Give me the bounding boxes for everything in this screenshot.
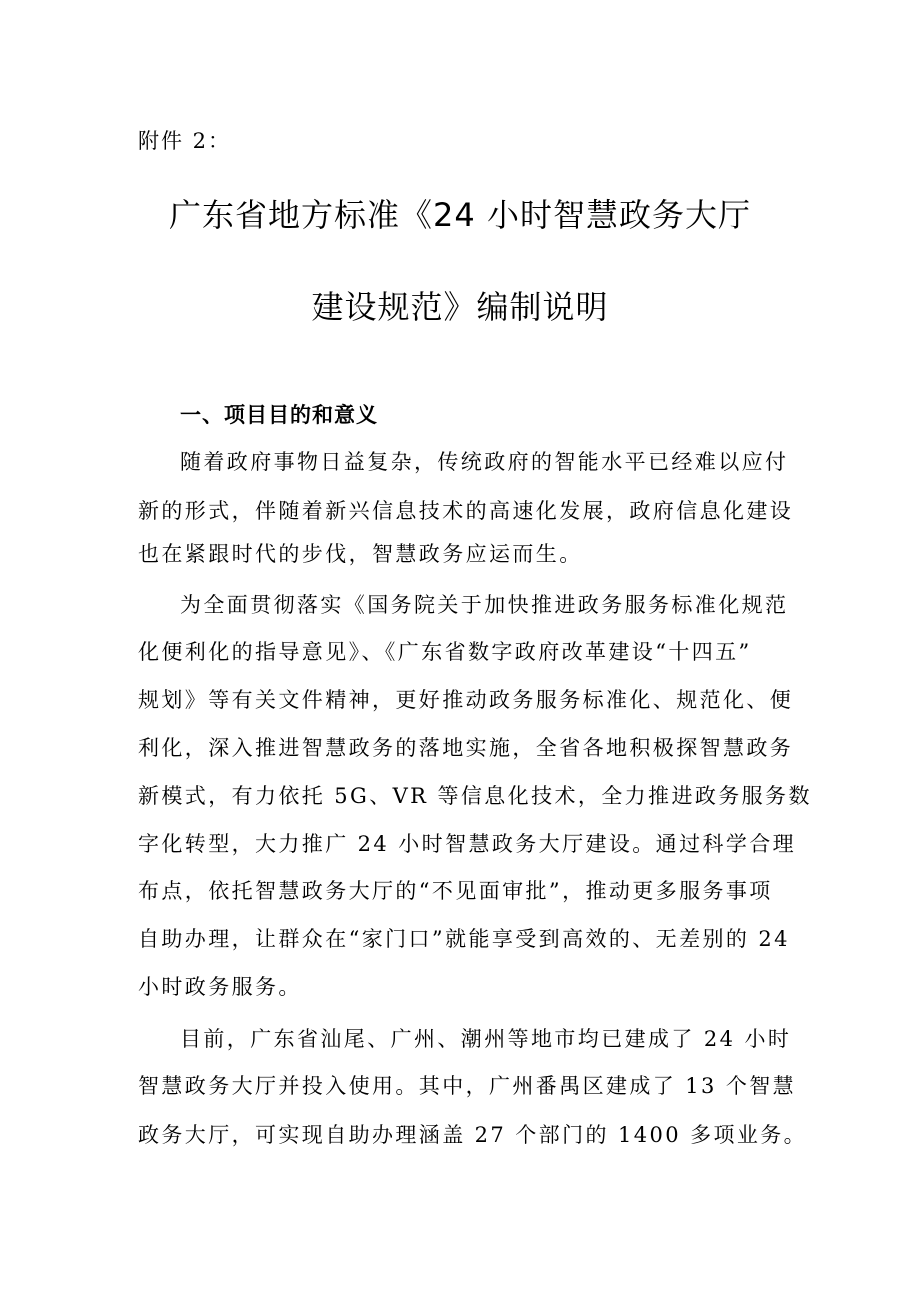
paragraph-3-line-2: 智慧政务大厅并投入使用。其中，广州番禺区建成了 13 个智慧 (138, 1074, 797, 1098)
document-title-line-1: 广东省地方标准《24 小时智慧政务大厅 (169, 196, 751, 234)
paragraph-2-line-2: 化便利化的指导意见》、《广东省数字政府改革建设“十四五” (138, 640, 752, 664)
section-heading: 一、项目目的和意义 (180, 403, 378, 427)
attachment-label: 附件 2： (138, 129, 232, 153)
paragraph-2-line-8: 自助办理，让群众在“家门口”就能享受到高效的、无差别的 24 (138, 927, 790, 951)
paragraph-2-line-4: 利化，深入推进智慧政务的落地实施，全省各地积极探智慧政务 (138, 736, 794, 760)
paragraph-3-line-3: 政务大厅，可实现自助办理涵盖 27 个部门的 1400 多项业务。 (138, 1123, 808, 1147)
paragraph-2-line-6: 字化转型，大力推广 24 小时智慧政务大厅建设。通过科学合理 (138, 832, 797, 856)
paragraph-2-line-3: 规划》等有关文件精神，更好推动政务服务标准化、规范化、便 (138, 688, 794, 712)
paragraph-3-line-1: 目前，广东省汕尾、广州、潮州等地市均已建成了 24 小时 (180, 1027, 792, 1051)
paragraph-1-line-2: 新的形式，伴随着新兴信息技术的高速化发展，政府信息化建设 (138, 499, 794, 523)
paragraph-1-line-1: 随着政府事物日益复杂，传统政府的智能水平已经难以应付 (180, 450, 789, 474)
paragraph-2-line-9: 小时政务服务。 (138, 975, 302, 999)
paragraph-2-line-7: 布点，依托智慧政务大厅的“不见面审批”，推动更多服务事项 (138, 879, 773, 903)
paragraph-2-line-5: 新模式，有力依托 5G、VR 等信息化技术，全力推进政务服务数 (138, 784, 812, 808)
document-title-line-2: 建设规范》编制说明 (311, 288, 609, 326)
paragraph-1-line-3: 也在紧跟时代的步伐，智慧政务应运而生。 (138, 542, 583, 566)
paragraph-2-line-1: 为全面贯彻落实《国务院关于加快推进政务服务标准化规范 (180, 593, 789, 617)
